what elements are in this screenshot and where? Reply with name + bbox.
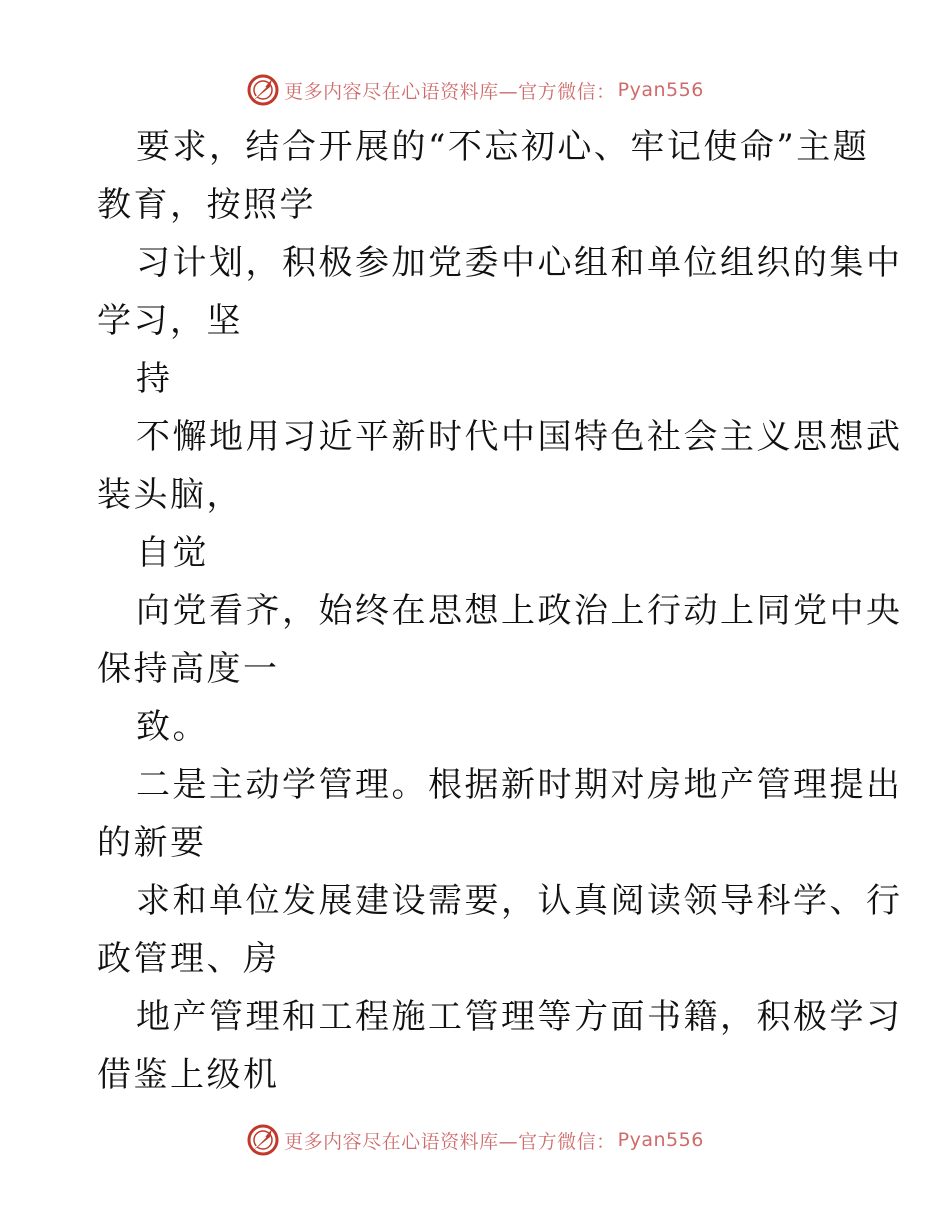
watermark-text: 更多内容尽在心语资料库—官方微信： [284,80,616,103]
text-line: 政管理、房 [97,939,280,979]
header-watermark [0,70,950,110]
text-line: 地产管理和工程施工管理等方面书籍，积极学习 [136,997,903,1037]
text-line: 不懈地用习近平新时代中国特色社会主义思想武 [136,417,903,457]
text-line: 装头脑， [97,475,243,515]
text-line: 致。 [136,707,209,747]
text-line: 求和单位发展建设需要，认真阅读领导科学、行 [136,881,903,921]
text-line: 学习，坚 [97,301,243,341]
text-line: 要求，结合开展的“不忘初心、牢记使命”主题 [136,127,870,167]
text-line: 保持高度一 [97,649,280,689]
text-line: 教育，按照学 [97,185,316,225]
text-line: 习计划，积极参加党委中心组和单位组织的集中 [136,243,903,283]
text-line: 的新要 [97,823,207,863]
text-line: 向党看齐，始终在思想上政治上行动上同党中央 [136,591,903,631]
watermark-handle: Pyan556 [617,1129,704,1151]
footer-watermark [0,1120,950,1160]
watermark-text: 更多内容尽在心语资料库—官方微信： [284,1130,616,1153]
text-line: 二是主动学管理。根据新时期对房地产管理提出 [136,765,903,805]
watermark-handle: Pyan556 [617,79,704,101]
quill-in-circle-icon [246,73,280,107]
text-line: 自觉 [136,533,209,573]
quill-in-circle-icon [246,1123,280,1157]
text-line: 持 [136,359,173,399]
text-line: 借鉴上级机 [97,1055,280,1095]
